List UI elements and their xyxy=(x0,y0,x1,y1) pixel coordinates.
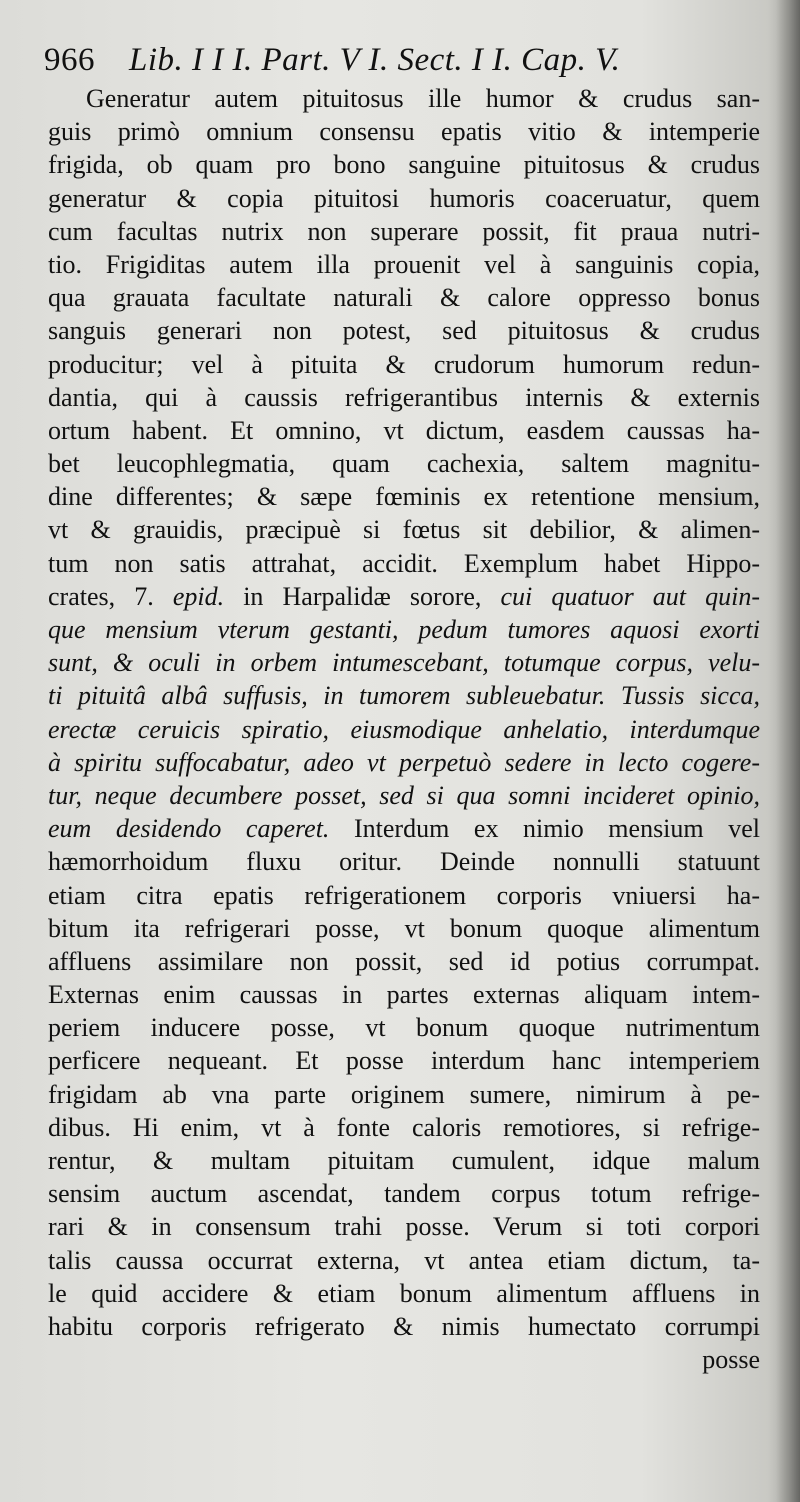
text-line xyxy=(48,1044,760,1077)
text-segment: sensim auctum ascendat, tandem corpus totum refrige- xyxy=(48,1179,760,1209)
text-line xyxy=(48,215,760,248)
italic-text-segment: sunt, & oculi in orbem intumescebant, totumque corpus, velu- xyxy=(48,648,760,678)
text-line xyxy=(48,115,760,148)
text-line xyxy=(48,381,760,414)
text-line xyxy=(48,978,760,1011)
text-segment: Externas enim caussas in partes externas aliquam intem- xyxy=(48,980,760,1010)
text-segment: rentur, & multam pituitam cumulent, idque malum xyxy=(48,1146,760,1175)
text-line xyxy=(48,281,760,314)
italic-text-segment: ti pituitâ albâ suffusis, in tumorem subleuebatur. Tussis sicca, xyxy=(48,681,760,711)
text-segment: producitur; vel à pituita & crudorum humorum redun- xyxy=(48,349,760,379)
text-segment: generatur & copia pituitosi humoris coaceruatur, quem xyxy=(48,183,760,213)
text-line xyxy=(48,679,760,712)
text-line xyxy=(48,713,760,746)
text-segment: Interdum ex nimio mensium vel xyxy=(329,814,760,844)
text-segment: vt & grauidis, præcipuè si fœtus sit debilior, & alimen- xyxy=(48,515,760,545)
text-line xyxy=(48,1177,760,1210)
text-line xyxy=(48,480,760,513)
text-segment: le quid accidere & etiam bonum alimentum affluens in xyxy=(48,1278,760,1308)
text-segment: bitum ita refrigerari posse, vt bonum quoque alimentum xyxy=(48,913,760,943)
italic-text-segment: que mensium vterum gestanti, pedum tumores aquosi exorti xyxy=(48,615,760,644)
italic-text-segment: tur, neque decumbere posset, sed si qua somni incideret opinio, xyxy=(48,780,760,810)
text-segment: guis primò omnium consensu epatis vitio & intemperie xyxy=(48,117,760,147)
text-segment: posse xyxy=(702,1345,760,1375)
text-segment: tio. Frigiditas autem illa prouenit vel à sanguinis copia, xyxy=(48,249,760,279)
text-line xyxy=(48,182,760,215)
text-segment: talis caussa occurrat externa, vt antea etiam dictum, ta- xyxy=(48,1245,760,1275)
italic-text-segment: eum desidendo caperet. xyxy=(48,814,330,844)
text-segment: bet leucophlegmatia, quam cachexia, saltem magnitu- xyxy=(48,449,760,479)
italic-text-segment: cui quatuor aut quin- xyxy=(500,581,761,611)
page-gutter-shadow xyxy=(776,0,800,1502)
text-line xyxy=(48,1310,760,1343)
text-line xyxy=(48,845,760,878)
text-segment: hæmorrhoidum fluxu oritur. Deinde nonnulli statuunt xyxy=(48,847,760,877)
text-segment: cum facultas nutrix non superare possit, fit praua nutri- xyxy=(48,216,760,246)
text-line xyxy=(48,746,760,779)
text-line xyxy=(48,912,760,945)
text-line xyxy=(48,1078,760,1111)
text-line xyxy=(48,1343,760,1376)
body-text xyxy=(48,82,760,1376)
text-line xyxy=(48,1011,760,1044)
text-segment: sanguis generari non potest, sed pituitosus & crudus xyxy=(48,316,760,346)
text-segment: frigida, ob quam pro bono sanguine pituitosus & crudus xyxy=(48,150,760,180)
text-line xyxy=(48,513,760,546)
text-line xyxy=(48,613,760,646)
text-segment: in Harpalidæ sorore, xyxy=(224,581,501,611)
text-segment: ortum habent. Et omnino, vt dictum, easdem caussas ha- xyxy=(48,415,760,445)
text-line xyxy=(48,547,760,580)
text-line xyxy=(48,779,760,812)
italic-text-segment: erectæ ceruicis spiratio, eiusmodique anhelatio, interdumque xyxy=(48,714,760,744)
running-header xyxy=(44,42,764,82)
text-line xyxy=(48,414,760,447)
text-segment: frigidam ab vna parte originem sumere, nimirum à pe- xyxy=(48,1079,760,1109)
running-title: Lib. I I I. Part. V I. Sect. I I. Cap. V. xyxy=(129,42,621,78)
text-segment: Generatur autem pituitosus ille humor & crudus san- xyxy=(86,84,760,113)
text-line xyxy=(48,1244,760,1277)
text-line xyxy=(48,447,760,480)
italic-text-segment: epid. xyxy=(172,581,225,611)
text-segment: rari & in consensum trahi posse. Verum si toti corpori xyxy=(48,1212,760,1242)
text-line xyxy=(48,314,760,347)
text-line xyxy=(48,580,760,613)
text-line xyxy=(48,1277,760,1310)
text-line xyxy=(48,248,760,281)
text-line xyxy=(48,646,760,679)
text-line xyxy=(48,148,760,181)
text-segment: qua grauata facultate naturali & calore oppresso bonus xyxy=(48,283,760,313)
text-segment: dibus. Hi enim, vt à fonte caloris remotiores, si refrige- xyxy=(48,1112,760,1142)
text-line xyxy=(48,945,760,978)
text-segment: etiam citra epatis refrigerationem corporis vniuersi ha- xyxy=(48,880,760,910)
text-line xyxy=(48,1144,760,1177)
italic-text-segment: à spiritu suffocabatur, adeo vt perpetuò sedere in lecto cogere- xyxy=(48,747,760,777)
text-segment: perficere nequeant. Et posse interdum hanc intemperiem xyxy=(48,1046,760,1076)
text-segment: tum non satis attrahat, accidit. Exemplum habet Hippo- xyxy=(48,548,760,578)
text-line xyxy=(48,82,760,115)
text-segment: crates, 7. xyxy=(48,581,173,611)
text-segment: affluens assimilare non possit, sed id potius corrumpat. xyxy=(48,946,760,976)
text-segment: dine differentes; & sæpe fœminis ex retentione mensium, xyxy=(48,482,760,512)
page-number: 966 xyxy=(44,42,95,78)
text-line xyxy=(48,1111,760,1144)
text-line xyxy=(48,812,760,845)
text-line xyxy=(48,348,760,381)
text-line xyxy=(48,1210,760,1243)
text-segment: dantia, qui à caussis refrigerantibus internis & externis xyxy=(48,382,760,412)
text-segment: periem inducere posse, vt bonum quoque nutrimentum xyxy=(48,1013,760,1043)
text-segment: habitu corporis refrigerato & nimis humectato corrumpi xyxy=(48,1311,760,1341)
text-line xyxy=(48,879,760,912)
